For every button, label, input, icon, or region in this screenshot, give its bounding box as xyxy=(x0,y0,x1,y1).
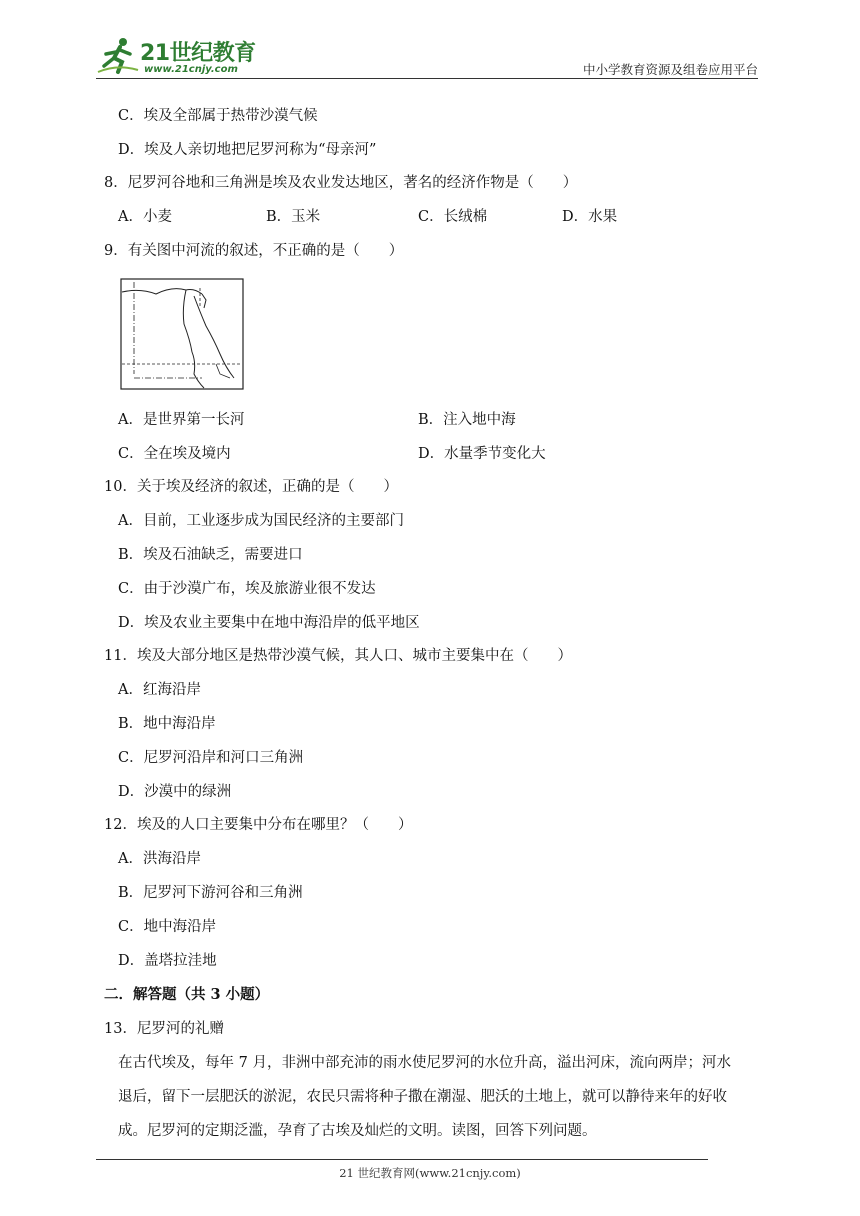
q11-stem: 11．埃及大部分地区是热带沙漠气候，其人口、城市主要集中在（ ） xyxy=(104,648,572,664)
page-header xyxy=(96,32,758,78)
q13-paragraph-line-1: 在古代埃及，每年 7 月，非洲中部充沛的雨水使尼罗河的水位升高，溢出河床，流向两岸；河水 xyxy=(118,1055,731,1071)
q10-option-d: D．埃及农业主要集中在地中海沿岸的低平地区 xyxy=(118,615,420,631)
q8-option-d: D．水果 xyxy=(562,209,618,225)
q11-option-c: C．尼罗河沿岸和河口三角洲 xyxy=(118,750,304,766)
page-footer[interactable]: 21 世纪教育网(www.21cnjy.com) xyxy=(339,1166,521,1180)
q8-option-c: C．长绒棉 xyxy=(418,209,488,225)
q11-option-a: A．红海沿岸 xyxy=(118,682,201,698)
q8-option-a: A．小麦 xyxy=(118,209,172,225)
q10-option-c: C．由于沙漠广布，埃及旅游业很不发达 xyxy=(118,581,376,597)
logo-text: 21世纪教育 xyxy=(140,41,256,66)
q10-option-a: A．目前，工业逐步成为国民经济的主要部门 xyxy=(118,513,404,529)
q10-option-b: B．埃及石油缺乏，需要进口 xyxy=(118,547,303,563)
q8-stem: 8．尼罗河谷地和三角洲是埃及农业发达地区，著名的经济作物是（ ） xyxy=(104,175,578,191)
q11-option-b: B．地中海沿岸 xyxy=(118,716,216,732)
q12-option-b: B．尼罗河下游河谷和三角洲 xyxy=(118,885,303,901)
egypt-map-figure xyxy=(120,278,244,390)
footer-divider xyxy=(96,1159,708,1160)
q12-option-d: D．盖塔拉洼地 xyxy=(118,953,217,969)
q9-option-c: C．全在埃及境内 xyxy=(118,446,231,462)
q13-paragraph-line-3: 成。尼罗河的定期泛滥，孕育了古埃及灿烂的文明。读图，回答下列问题。 xyxy=(118,1123,597,1139)
q9-option-a: A．是世界第一长河 xyxy=(118,412,245,428)
q8-option-b: B．玉米 xyxy=(266,209,321,225)
section-title: 二．解答题（共 3 小题） xyxy=(104,986,270,1003)
q11-option-d: D．沙漠中的绿洲 xyxy=(118,784,232,800)
q9-stem: 9．有关图中河流的叙述，不正确的是（ ） xyxy=(104,243,404,259)
runner-logo-icon xyxy=(96,36,140,76)
site-logo[interactable] xyxy=(96,36,296,76)
q10-stem: 10．关于埃及经济的叙述，正确的是（ ） xyxy=(104,479,398,495)
q13-stem: 13．尼罗河的礼赠 xyxy=(104,1021,224,1037)
q12-option-c: C．地中海沿岸 xyxy=(118,919,217,935)
q12-option-a: A．洪海沿岸 xyxy=(118,851,201,867)
q12-stem: 12．埃及的人口主要集中分布在哪里？（ ） xyxy=(104,817,413,833)
logo-url: www.21cnjy.com xyxy=(144,64,238,75)
q7-option-d: D．埃及人亲切地把尼罗河称为“母亲河” xyxy=(118,142,377,158)
platform-title: 中小学教育资源及组卷应用平台 xyxy=(582,62,758,77)
q9-option-d: D．水量季节变化大 xyxy=(418,446,546,462)
q9-option-b: B．注入地中海 xyxy=(418,412,516,428)
header-divider xyxy=(96,78,758,79)
q7-option-c: C．埃及全部属于热带沙漠气候 xyxy=(118,108,318,124)
q13-paragraph-line-2: 退后，留下一层肥沃的淤泥，农民只需将种子撒在潮湿、肥沃的土地上，就可以静待来年的好收 xyxy=(118,1089,727,1105)
